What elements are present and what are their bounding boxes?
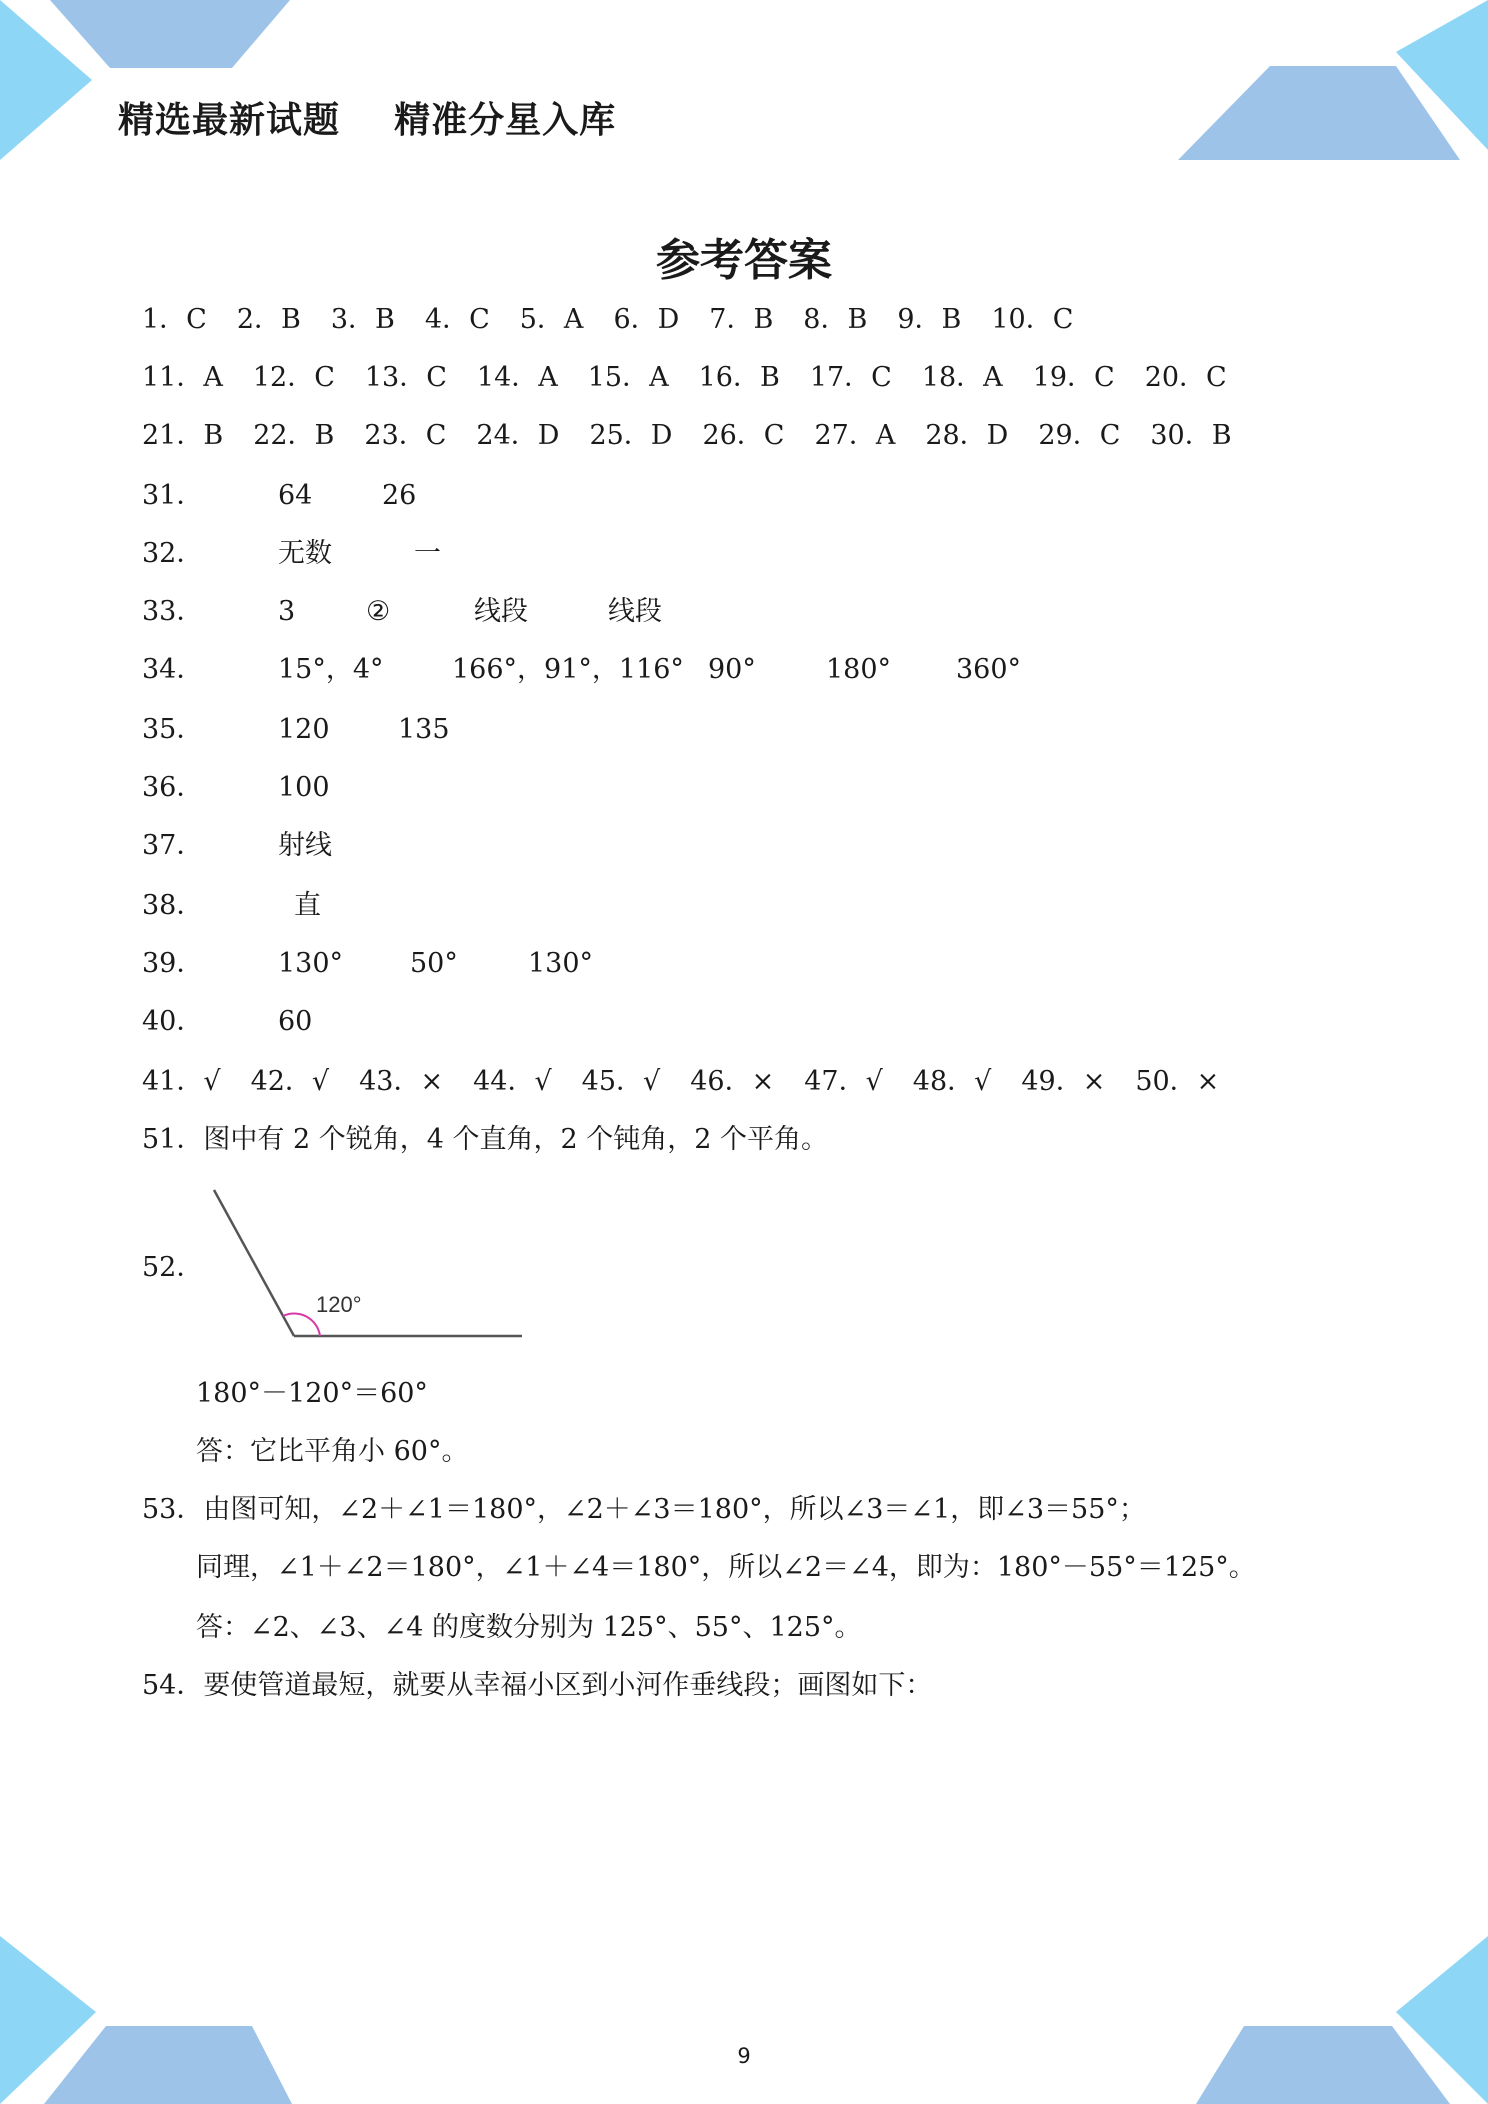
answer-5: 5．A: [519, 304, 584, 335]
answer-15: 15．A: [587, 362, 669, 393]
answer-29: 29．C: [1038, 420, 1121, 451]
answer-16: 16．B: [698, 362, 780, 393]
question-number: 36．: [142, 772, 204, 803]
blank-answer: 90°: [708, 654, 756, 685]
answer-54: 54．要使管道最短，就要从幸福小区到小河作垂线段；画图如下：: [142, 1670, 933, 1701]
blank-row-37: [142, 828, 332, 864]
blank-row-35: [142, 712, 450, 748]
answer-26: 26．C: [702, 420, 785, 451]
answer-53-line-2: 同理，∠1＋∠2＝180°，∠1＋∠4＝180°，所以∠2＝∠4，即为：180°－55°＝125°。: [196, 1552, 1256, 1583]
answer-13: 13．C: [364, 362, 447, 393]
angle-figure: [200, 1186, 540, 1346]
blank-row-36: [142, 770, 330, 806]
top-left-trapezoid: [50, 0, 290, 68]
blank-answer: 射线: [278, 830, 332, 861]
mc-row-2: [142, 360, 1257, 396]
blank-answer: 无数: [278, 538, 332, 569]
mc-row-1: [142, 302, 1103, 338]
answer-2: 2．B: [236, 304, 301, 335]
angle-ray-slanted: [214, 1190, 294, 1336]
blank-answer: 线段: [608, 596, 662, 627]
top-right-trapezoid: [1178, 66, 1460, 160]
answer-53-line-1: 53．由图可知，∠2＋∠1＝180°，∠2＋∠3＝180°，所以∠3＝∠1，即∠3＝55°；: [142, 1494, 1146, 1525]
answer-52: 答：它比平角小 60°。: [196, 1436, 469, 1467]
question-52-number: 52．: [142, 1252, 204, 1283]
question-number: 38．: [142, 890, 204, 921]
question-number: 39．: [142, 948, 204, 979]
answer-47: 47．√: [804, 1066, 883, 1097]
question-number: 31．: [142, 480, 204, 511]
answer-51: 51．图中有 2 个锐角，4 个直角，2 个钝角，2 个平角。: [142, 1124, 828, 1155]
question-number: 33．: [142, 596, 204, 627]
blank-answer: 3: [278, 596, 296, 627]
blank-answer: 120: [278, 714, 330, 745]
blank-answer: 130°: [278, 948, 344, 979]
answer-19: 19．C: [1032, 362, 1115, 393]
blank-answer: 线段: [474, 596, 528, 627]
blank-row-38: [142, 888, 321, 924]
mc-row-3: [142, 418, 1262, 454]
blank-row-40: [142, 1004, 312, 1040]
blank-row-32: [142, 536, 441, 572]
answer-27: 27．A: [814, 420, 896, 451]
answer-11: 11．A: [142, 362, 223, 393]
blank-answer: 15°，4°: [278, 654, 384, 685]
header-slogan: 精选最新试题 精准分星入库: [118, 100, 617, 141]
answer-12: 12．C: [252, 362, 335, 393]
blank-row-34: [142, 652, 1021, 688]
answer-43: 43．×: [359, 1066, 444, 1097]
page-number: 9: [737, 2044, 751, 2068]
question-number: 40．: [142, 1006, 204, 1037]
answer-28: 28．D: [925, 420, 1009, 451]
question-number: 37．: [142, 830, 204, 861]
answer-10: 10．C: [991, 304, 1074, 335]
answer-42: 42．√: [250, 1066, 330, 1097]
answer-20: 20．C: [1144, 362, 1227, 393]
blank-answer: 135: [398, 714, 450, 745]
answer-49: 49．×: [1021, 1066, 1106, 1097]
answer-46: 46．×: [690, 1066, 775, 1097]
blank-answer: 一: [414, 538, 441, 569]
question-number: 34．: [142, 654, 204, 685]
blank-row-33: [142, 594, 662, 630]
blank-answer: 64: [278, 480, 313, 511]
calculation-52: 180°－120°＝60°: [196, 1378, 428, 1409]
answer-4: 4．C: [424, 304, 490, 335]
answer-21: 21．B: [142, 420, 224, 451]
answer-22: 22．B: [253, 420, 335, 451]
answer-24: 24．D: [476, 420, 560, 451]
blank-row-31: [142, 478, 416, 514]
answer-9: 9．B: [897, 304, 962, 335]
page-title: 参考答案: [656, 235, 832, 286]
answer-48: 48．√: [912, 1066, 992, 1097]
answer-1: 1．C: [142, 304, 207, 335]
blank-answer: 166°，91°，116°: [452, 654, 684, 685]
blank-answer: 100: [278, 772, 330, 803]
blank-answer: 26: [382, 480, 417, 511]
answer-8: 8．B: [803, 304, 868, 335]
blank-answer: 60: [278, 1006, 313, 1037]
answer-6: 6．D: [613, 304, 680, 335]
blank-row-39: [142, 946, 593, 982]
judge-row: [142, 1064, 1249, 1100]
blank-answer: 360°: [956, 654, 1022, 685]
question-number: 35．: [142, 714, 204, 745]
blank-answer: 130°: [528, 948, 594, 979]
answer-18: 18．A: [921, 362, 1003, 393]
answer-17: 17．C: [809, 362, 892, 393]
answer-23: 23．C: [364, 420, 447, 451]
answer-41: 41．√: [142, 1066, 221, 1097]
answer-14: 14．A: [476, 362, 558, 393]
answer-3: 3．B: [330, 304, 395, 335]
answer-7: 7．B: [709, 304, 774, 335]
answer-53-line-3: 答：∠2、∠3、∠4 的度数分别为 125°、55°、125°。: [196, 1612, 862, 1643]
answer-44: 44．√: [473, 1066, 552, 1097]
blank-answer: 50°: [410, 948, 458, 979]
answer-45: 45．√: [581, 1066, 661, 1097]
angle-label: 120°: [316, 1292, 362, 1317]
blank-answer: ②: [366, 596, 391, 627]
question-number: 32．: [142, 538, 204, 569]
answer-50: 50．×: [1135, 1066, 1220, 1097]
blank-answer: 直: [294, 890, 321, 921]
blank-answer: 180°: [826, 654, 892, 685]
answer-25: 25．D: [589, 420, 673, 451]
answer-30: 30．B: [1150, 420, 1232, 451]
